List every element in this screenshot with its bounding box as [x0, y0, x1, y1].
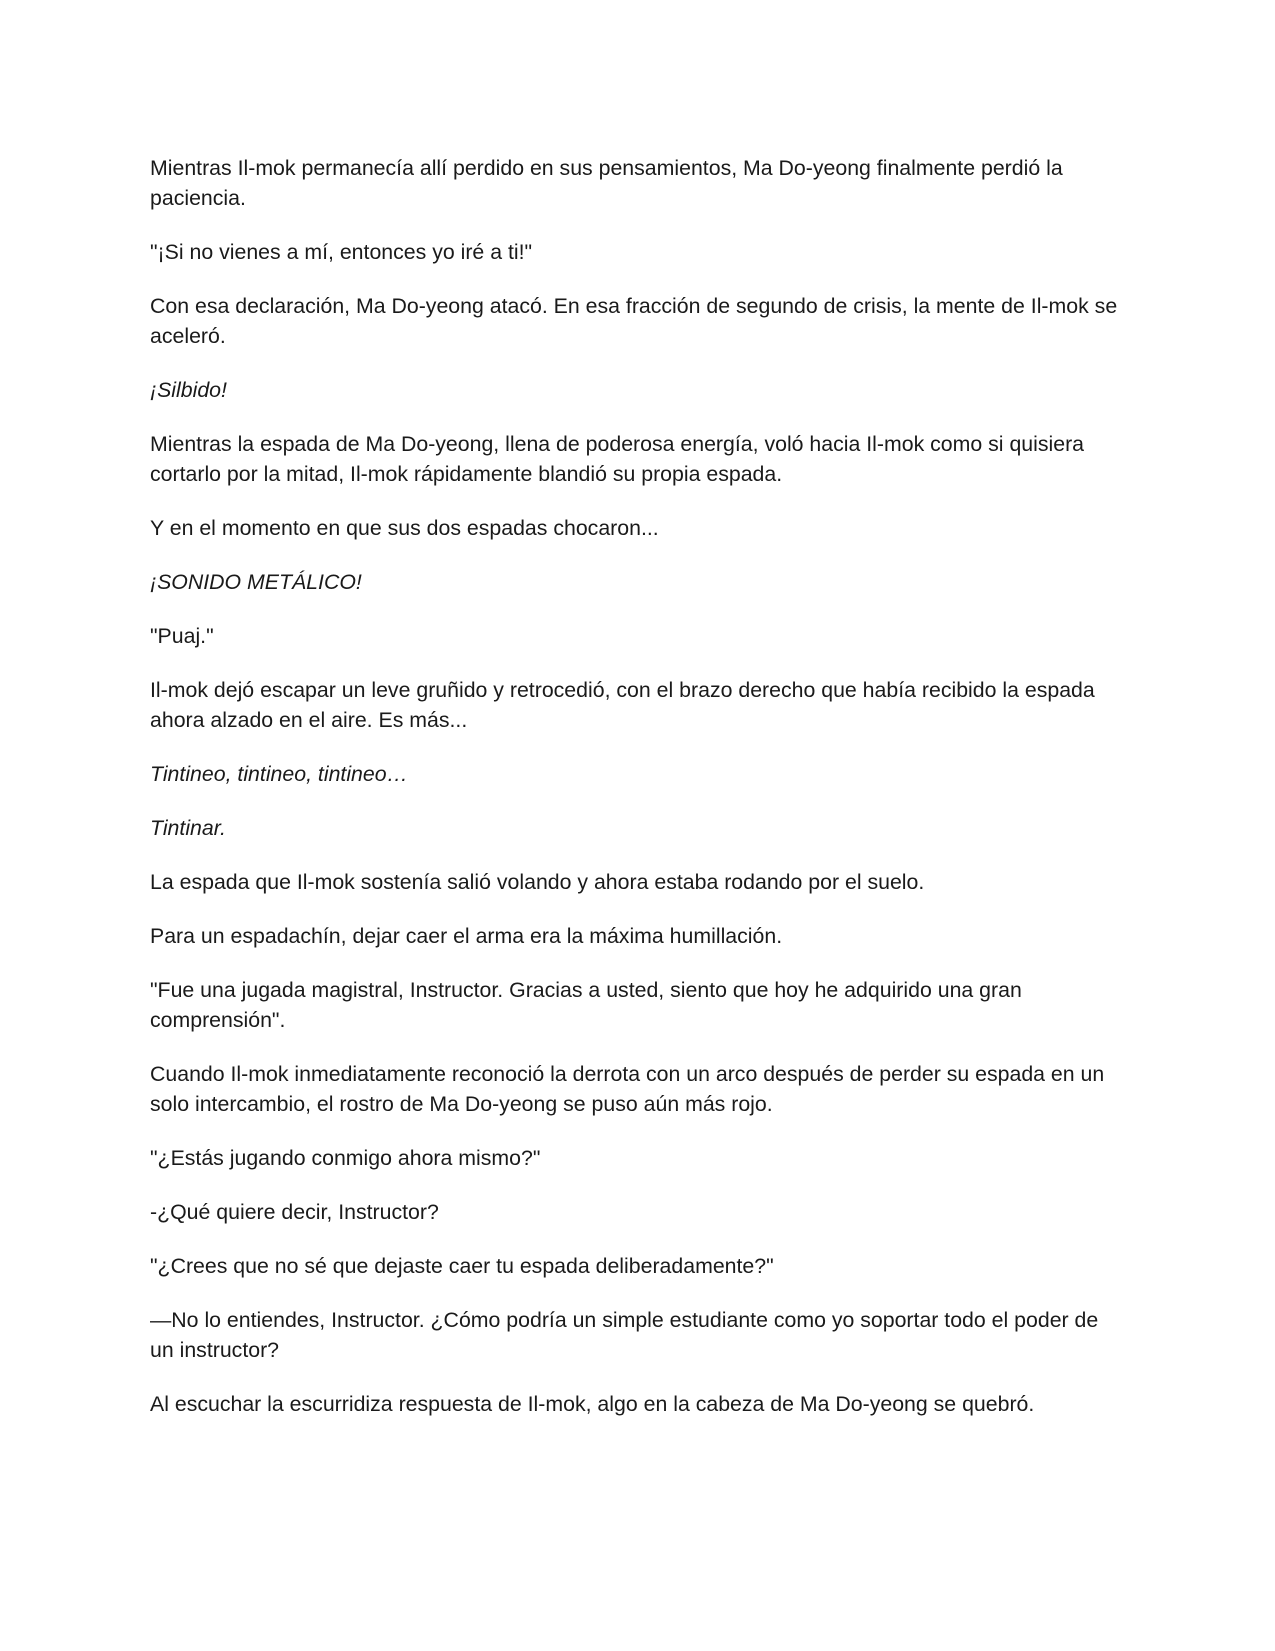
paragraph: Tintineo, tintineo, tintineo… — [150, 762, 408, 786]
paragraph: Mientras la espada de Ma Do-yeong, llena de poderosa energía, voló hacia Il-mok como si quisiera cortarlo por la mitad, Il-mok rápidamente blandió su propia espada. — [150, 432, 1085, 486]
paragraph: Cuando Il-mok inmediatamente reconoció la derrota con un arco después de perder su espada en un solo intercambio, el rostro de Ma Do-yeong se puso aún más rojo. — [150, 1062, 1105, 1116]
paragraph: "Puaj." — [150, 624, 214, 648]
paragraph: Il-mok dejó escapar un leve gruñido y retrocedió, con el brazo derecho que había recibido la espada ahora alzado en el aire. Es más... — [150, 678, 1095, 732]
paragraph: ¡Silbido! — [150, 378, 227, 402]
paragraph: "¡Si no vienes a mí, entonces yo iré a ti!" — [150, 240, 533, 264]
paragraph: "Fue una jugada magistral, Instructor. Gracias a usted, siento que hoy he adquirido una gran comprensión". — [150, 978, 1022, 1032]
paragraph: Mientras Il-mok permanecía allí perdido en sus pensamientos, Ma Do-yeong finalmente perdió la paciencia. — [150, 156, 1063, 210]
paragraph: -¿Qué quiere decir, Instructor? — [150, 1200, 439, 1224]
paragraph: "¿Estás jugando conmigo ahora mismo?" — [150, 1146, 541, 1170]
paragraph: Con esa declaración, Ma Do-yeong atacó. En esa fracción de segundo de crisis, la mente de Il-mok se aceleró. — [150, 294, 1118, 348]
paragraph: La espada que Il-mok sostenía salió volando y ahora estaba rodando por el suelo. — [150, 870, 925, 894]
document-page — [150, 153, 1125, 1443]
paragraph: "¿Crees que no sé que dejaste caer tu espada deliberadamente?" — [150, 1254, 774, 1278]
paragraph: ¡SONIDO METÁLICO! — [150, 570, 362, 594]
paragraph: Para un espadachín, dejar caer el arma era la máxima humillación. — [150, 924, 783, 948]
paragraph: Al escuchar la escurridiza respuesta de Il-mok, algo en la cabeza de Ma Do-yeong se quebró. — [150, 1392, 1035, 1416]
paragraph: Tintinar. — [150, 816, 226, 840]
paragraph: —No lo entiendes, Instructor. ¿Cómo podría un simple estudiante como yo soportar todo el poder de un instructor? — [150, 1308, 1099, 1362]
paragraph: Y en el momento en que sus dos espadas chocaron... — [150, 516, 659, 540]
